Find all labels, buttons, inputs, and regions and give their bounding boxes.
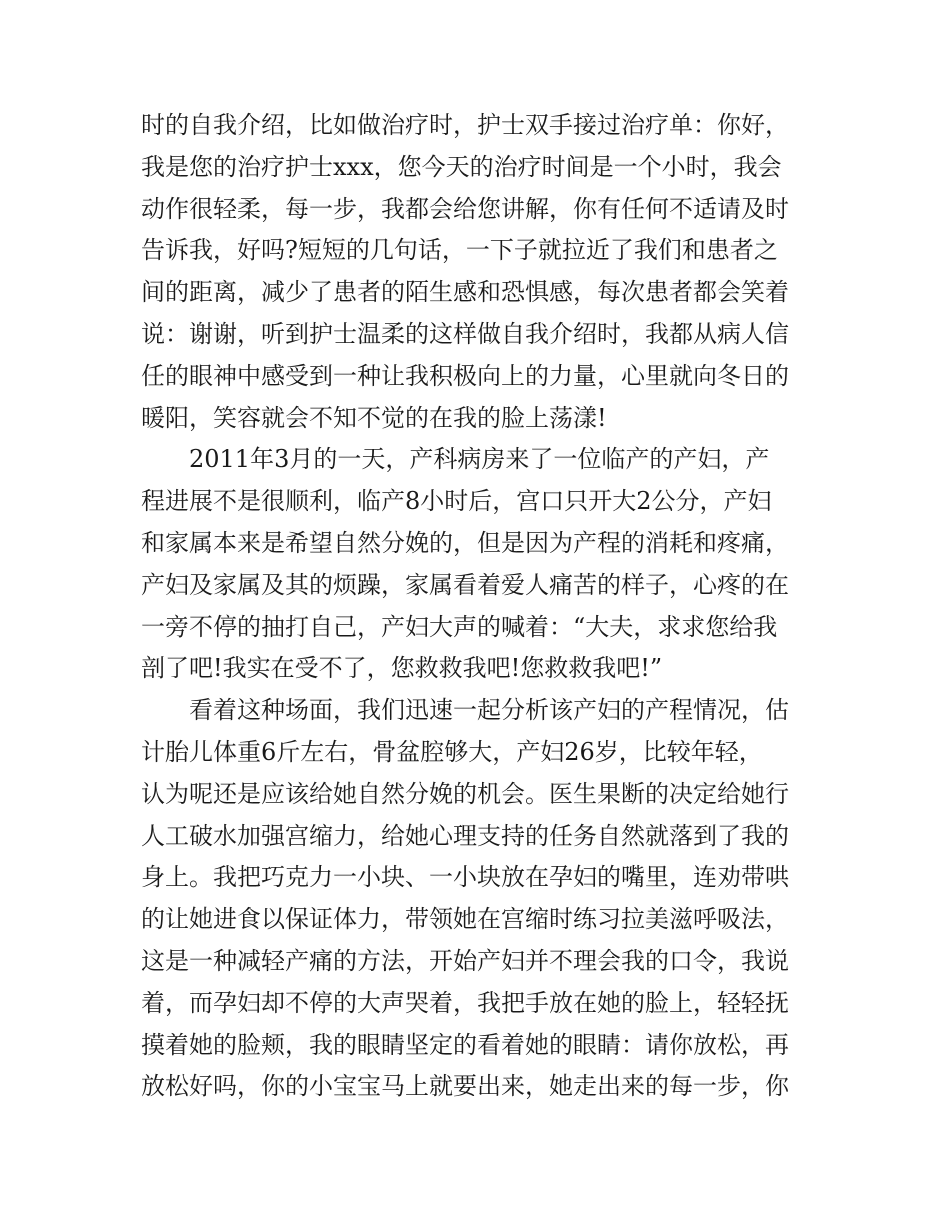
- text-line: 产妇及家属及其的烦躁，家属看着爱人痛苦的样子，心疼的在: [141, 570, 789, 599]
- text-line: 人工破水加强宫缩力，给她心理支持的任务自然就落到了我的: [141, 821, 789, 850]
- text-line: 的让她进食以保证体力，带领她在宫缩时练习拉美滋呼吸法，: [141, 905, 789, 934]
- text-line: 任的眼神中感受到一种让我积极向上的力量，心里就向冬日的: [141, 361, 789, 390]
- text-line: 放松好吗，你的小宝宝马上就要出来，她走出来的每一步，你: [141, 1072, 789, 1101]
- text-line: 程进展不是很顺利，临产8小时后，宫口只开大2公分，产妇: [141, 487, 772, 516]
- body-text: [141, 105, 813, 1108]
- text-line: 告诉我，好吗?短短的几句话，一下子就拉近了我们和患者之: [141, 236, 778, 265]
- text-line: 和家属本来是希望自然分娩的，但是因为产程的消耗和疼痛，: [141, 528, 789, 557]
- text-line: 动作很轻柔，每一步，我都会给您讲解，你有任何不适请及时: [141, 194, 789, 223]
- text-line: 说：谢谢，听到护士温柔的这样做自我介绍时，我都从病人信: [141, 319, 789, 348]
- text-line: 时的自我介绍，比如做治疗时，护士双手接过治疗单：你好，: [141, 111, 789, 139]
- text-line: 认为呢还是应该给她自然分娩的机会。医生果断的决定给她行: [141, 779, 789, 808]
- text-line: 计胎儿体重6斤左右，骨盆腔够大，产妇26岁，比较年轻，: [141, 737, 763, 766]
- paragraph-start-line: 2011年3月的一天，产科病房来了一位临产的产妇，产: [189, 445, 770, 474]
- text-line: 这是一种减轻产痛的方法，开始产妇并不理会我的口令，我说: [141, 946, 789, 975]
- text-line: 着，而孕妇却不停的大声哭着，我把手放在她的脸上，轻轻抚: [141, 988, 789, 1017]
- text-line: 暖阳，笑容就会不知不觉的在我的脸上荡漾!: [141, 403, 607, 432]
- text-line: 一旁不停的抽打自己，产妇大声的喊着：“大夫，求求您给我: [141, 612, 778, 641]
- text-line: 剖了吧!我实在受不了，您救救我吧!您救救我吧!”: [141, 654, 663, 683]
- paragraph-start-line: 看着这种场面，我们迅速一起分析该产妇的产程情况，估: [189, 696, 789, 725]
- text-line: 间的距离，减少了患者的陌生感和恐惧感，每次患者都会笑着: [141, 278, 789, 307]
- text-line: 摸着她的脸颊，我的眼睛坚定的看着她的眼睛：请你放松，再: [141, 1030, 789, 1059]
- text-line: 我是您的治疗护士xxx，您今天的治疗时间是一个小时，我会: [141, 152, 782, 181]
- text-line: 身上。我把巧克力一小块、一小块放在孕妇的嘴里，连劝带哄: [141, 863, 789, 892]
